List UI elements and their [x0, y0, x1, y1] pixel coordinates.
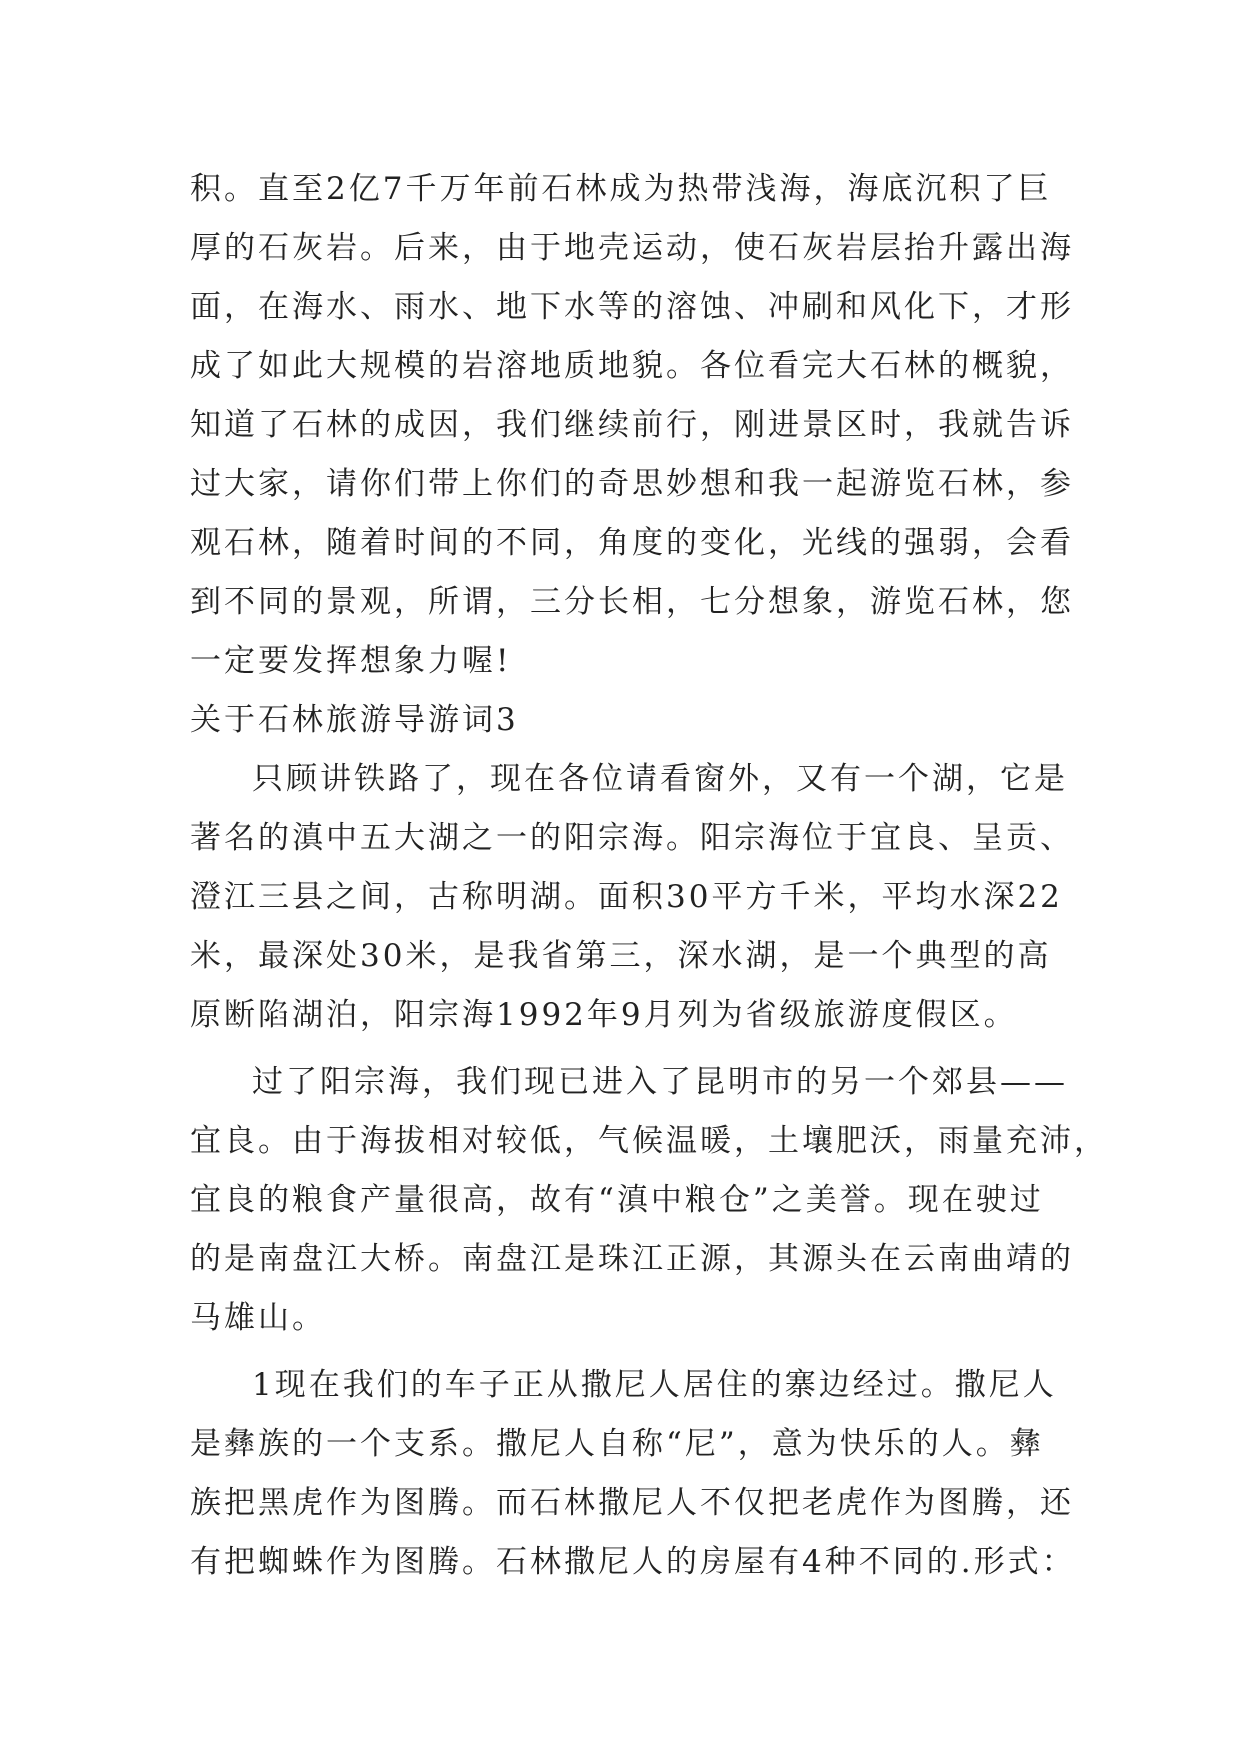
paragraph-3: [190, 1053, 1108, 1348]
paragraph-line: 著名的滇中五大湖之一的阳宗海。阳宗海位于宜良、呈贡、: [190, 820, 1074, 856]
paragraph-line: 的是南盘江大桥。南盘江是珠江正源，其源头在云南曲靖的: [190, 1241, 1074, 1277]
paragraph-line: 只顾讲铁路了，现在各位请看窗外，又有一个湖，它是: [252, 761, 1068, 797]
paragraph-1: [190, 160, 1074, 691]
paragraph-2: [190, 750, 1074, 1045]
paragraph-gap: [190, 1045, 1050, 1053]
section-heading: 关于石林旅游导游词3: [190, 702, 519, 738]
paragraph-gap: [190, 1348, 1050, 1356]
paragraph-line: 到不同的景观，所谓，三分长相，七分想象，游览石林，您: [190, 584, 1074, 620]
paragraph-line: 澄江三县之间，古称明湖。面积30平方千米，平均水深22: [190, 879, 1063, 915]
paragraph-line: 知道了石林的成因，我们继续前行，刚进景区时，我就告诉: [190, 407, 1074, 443]
paragraph-line: 观石林，随着时间的不同，角度的变化，光线的强弱，会看: [190, 525, 1074, 561]
paragraph-line: 1现在我们的车子正从撒尼人居住的寨边经过。撒尼人: [252, 1367, 1057, 1403]
paragraph-line: 原断陷湖泊，阳宗海1992年9月列为省级旅游度假区。: [190, 997, 1018, 1033]
paragraph-line: 面，在海水、雨水、地下水等的溶蚀、冲刷和风化下，才形: [190, 289, 1074, 325]
paragraph-line: 有把蜘蛛作为图腾。石林撒尼人的房屋有4种不同的.形式：: [190, 1544, 1076, 1580]
paragraph-line: 米，最深处30米，是我省第三，深水湖，是一个典型的高: [190, 938, 1052, 974]
paragraph-line: 宜良。由于海拔相对较低，气候温暖，土壤肥沃，雨量充沛，: [190, 1123, 1108, 1159]
paragraph-line: 是彝族的一个支系。撒尼人自称“尼”，意为快乐的人。彝: [190, 1426, 1044, 1462]
paragraph-line: 族把黑虎作为图腾。而石林撒尼人不仅把老虎作为图腾，还: [190, 1485, 1074, 1521]
paragraph-line: 马雄山。: [190, 1300, 326, 1336]
paragraph-line: 一定要发挥想象力喔!: [190, 643, 512, 679]
paragraph-line: 厚的石灰岩。后来，由于地壳运动，使石灰岩层抬升露出海: [190, 230, 1074, 266]
paragraph-line: 积。直至2亿7千万年前石林成为热带浅海，海底沉积了巨: [190, 171, 1052, 207]
paragraph-line: 过了阳宗海，我们现已进入了昆明市的另一个郊县——: [252, 1064, 1068, 1100]
paragraph-line: 宜良的粮食产量很高，故有“滇中粮仓”之美誉。现在驶过: [190, 1182, 1044, 1218]
paragraph-4: [190, 1356, 1076, 1592]
document-body: [190, 160, 1108, 1592]
paragraph-line: 过大家，请你们带上你们的奇思妙想和我一起游览石林，参: [190, 466, 1074, 502]
paragraph-line: 成了如此大规模的岩溶地质地貌。各位看完大石林的概貌，: [190, 348, 1074, 384]
